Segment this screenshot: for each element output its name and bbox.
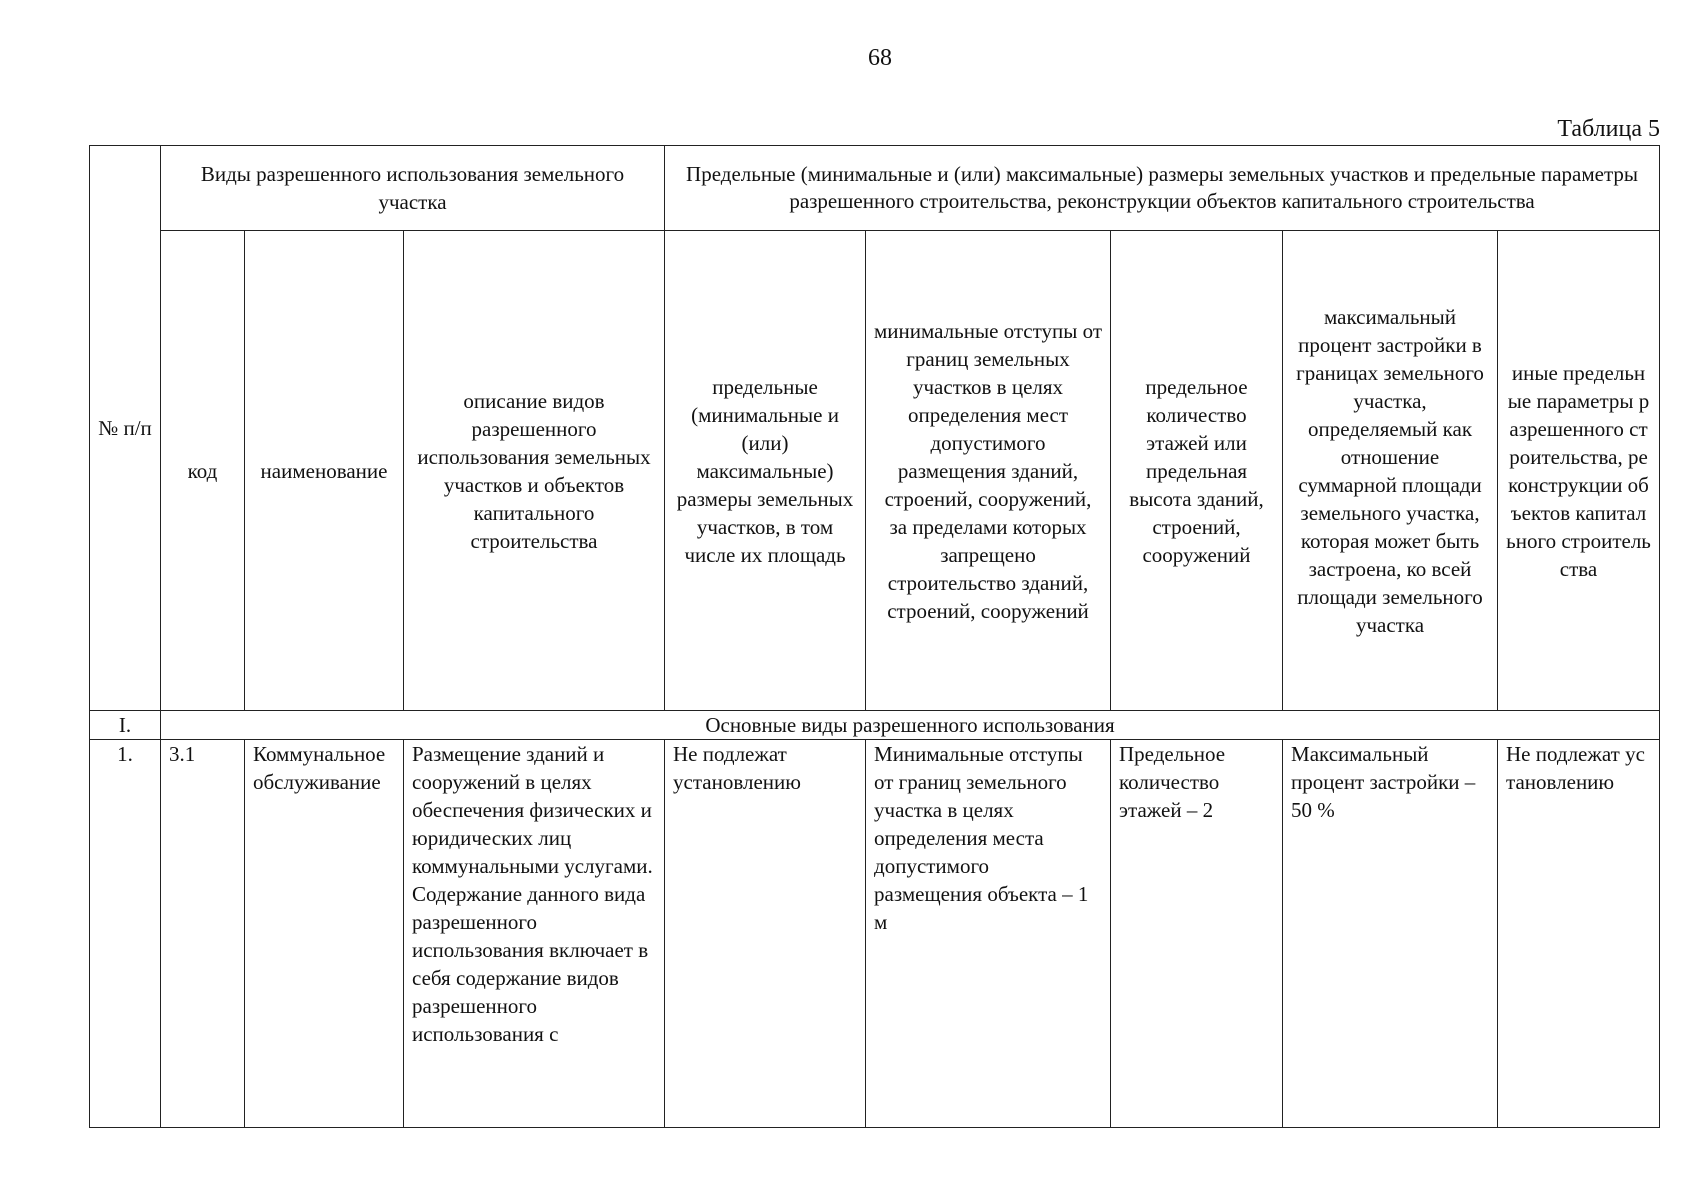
row-other: Не подлежат установлению [1498, 740, 1660, 1128]
header-name: наименование [245, 231, 404, 711]
header-setbacks: минимальные отступы от границ земельных участков в целях определения мест допустимого размещения зданий, строений, сооружений, за пределами которых запрещено строительство зданий, строений, сооружений [866, 231, 1111, 711]
row-name: Коммунальное обслуживание [245, 740, 404, 1128]
section-title: Основные виды разрешенного использования [161, 711, 1660, 740]
row-description: Размещение зданий и сооружений в целях обеспечения физических и юридических лиц коммунальными услугами. Содержание данного вида разрешенного использования включает в себя содержание видов разрешенного использования с [404, 740, 665, 1128]
header-num-col: № п/п [90, 146, 161, 711]
header-plot-sizes: предельные (минимальные и (или) максимальные) размеры земельных участков, в том числе их площадь [665, 231, 866, 711]
row-setbacks: Минимальные отступы от границ земельного участка в целях определения места допустимого размещения объекта – 1 м [866, 740, 1111, 1128]
header-floors: предельное количество этажей или предельная высота зданий, строений, сооружений [1111, 231, 1283, 711]
row-floors: Предельное количество этажей – 2 [1111, 740, 1283, 1128]
header-code: код [161, 231, 245, 711]
table-row [90, 740, 1660, 1128]
header-limits-group: Предельные (минимальные и (или) максимальные) размеры земельных участков и предельные параметры разрешенного строительства, реконструкции объектов капитального строительства [665, 146, 1660, 231]
header-description: описание видов разрешенного использования земельных участков и объектов капитального строительства [404, 231, 665, 711]
header-coverage: максимальный процент застройки в границах земельного участка, определяемый как отношение суммарной площади земельного участка, которая может быть застроена, ко всей площади земельного участка [1283, 231, 1498, 711]
page-number: 68 [868, 45, 892, 71]
row-plot-sizes: Не подлежат установлению [665, 740, 866, 1128]
row-code: 3.1 [161, 740, 245, 1128]
row-coverage: Максимальный процент застройки – 50 % [1283, 740, 1498, 1128]
table-caption: Таблица 5 [1557, 116, 1660, 142]
row-num: 1. [90, 740, 161, 1128]
header-types-group: Виды разрешенного использования земельного участка [161, 146, 665, 231]
section-num: I. [90, 711, 161, 740]
header-other: иные предельные параметры разрешенного строительства, реконструкции объектов капитального строительства [1498, 231, 1660, 711]
land-use-table [89, 145, 1660, 1128]
